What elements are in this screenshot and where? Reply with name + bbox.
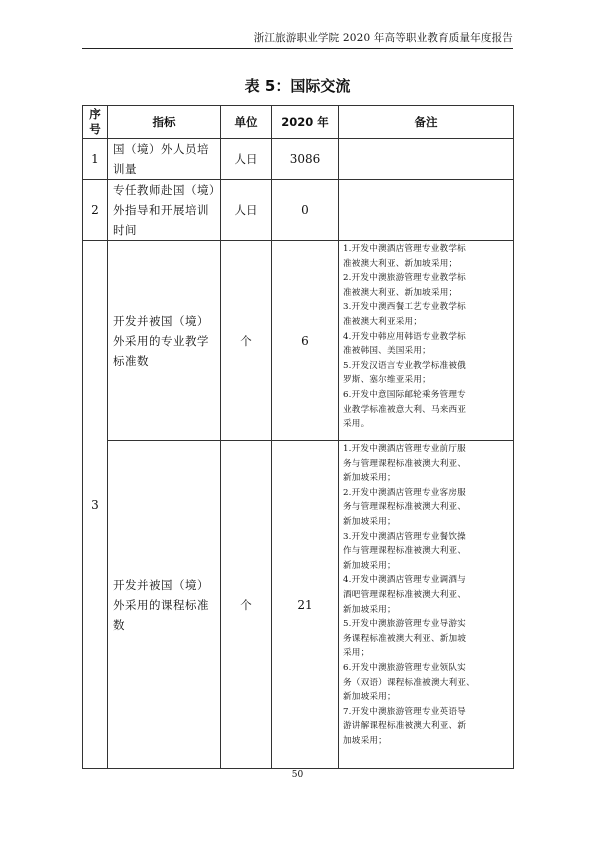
indicator-cell: 开发并被国（境）外采用的课程标准数 [108, 441, 221, 769]
table-row [83, 441, 514, 769]
row-number: 2 [83, 180, 108, 241]
note-line: 准被澳大利亚、新加坡采用； [343, 287, 458, 298]
row-number: 3 [83, 241, 108, 769]
col-header-indicator: 指标 [108, 106, 221, 139]
table-row [83, 180, 514, 241]
unit-cell: 个 [221, 441, 272, 769]
note-line: 5.开发中澳旅游管理专业导游实 [343, 619, 466, 630]
note-line: 2.开发中澳酒店管理专业客房服 [343, 487, 466, 498]
note-line: 3.开发中澳酒店管理专业餐饮操 [343, 531, 466, 542]
note-line: 新加坡采用； [343, 604, 396, 615]
note-cell [339, 139, 514, 180]
note-line: 务课程标准被澳大利亚、新加坡 [343, 633, 467, 644]
note-line: 作与管理课程标准被澳大利亚、 [343, 546, 467, 557]
note-line: 6.开发中意国际邮轮乘务管理专 [343, 389, 466, 400]
note-line: 采用； [343, 648, 370, 659]
value-cell: 0 [272, 180, 339, 241]
note-line: 7.开发中澳旅游管理专业英语导 [343, 706, 466, 717]
note-line: 新加坡采用； [343, 473, 396, 484]
note-line: 罗斯、塞尔维亚采用； [343, 375, 431, 386]
value-cell: 21 [272, 441, 339, 769]
indicator-cell: 国（境）外人员培训量 [108, 139, 221, 180]
col-header-note: 备注 [339, 106, 514, 139]
note-line: 5.开发汉语言专业教学标准被俄 [343, 360, 466, 371]
indicator-cell: 开发并被国（境）外采用的专业教学标准数 [108, 241, 221, 441]
table-header-row [83, 106, 514, 139]
header-rule [82, 48, 513, 49]
note-line: 准被澳大利亚、新加坡采用； [343, 258, 458, 269]
table-row [83, 241, 514, 441]
note-cell [339, 441, 514, 769]
table-title: 表 5：国际交流 [244, 77, 351, 95]
note-line: 准被澳大利亚采用； [343, 316, 423, 327]
note-cell [339, 180, 514, 241]
row-number: 1 [83, 139, 108, 180]
note-line: 4.开发中澳酒店管理专业调酒与 [343, 575, 466, 586]
note-line: 业教学标准被意大利、马来西亚 [343, 404, 467, 415]
value-cell: 3086 [272, 139, 339, 180]
note-line: 3.开发中澳西餐工艺专业教学标 [343, 302, 466, 313]
page-number: 50 [291, 770, 304, 780]
indicator-cell: 专任教师赴国（境）外指导和开展培训时间 [108, 180, 221, 241]
note-line: 6.开发中澳旅游管理专业领队实 [343, 662, 466, 673]
note-line: 务（双语）课程标准被澳大利亚、 [343, 677, 475, 688]
note-line: 4.开发中韩应用韩语专业教学标 [343, 331, 466, 342]
value-cell: 6 [272, 241, 339, 441]
note-line: 游讲解课程标准被澳大利亚、新 [343, 721, 467, 732]
unit-cell: 人日 [221, 139, 272, 180]
running-header: 浙江旅游职业学院 2020 年高等职业教育质量年度报告 [253, 32, 513, 44]
note-line: 加坡采用； [343, 735, 387, 746]
note-line: 新加坡采用； [343, 516, 396, 527]
unit-cell: 个 [221, 241, 272, 441]
col-header-unit: 单位 [221, 106, 272, 139]
international-exchange-table [82, 105, 514, 769]
note-line: 采用。 [343, 419, 370, 430]
note-line: 1.开发中澳酒店管理专业教学标 [343, 244, 466, 254]
note-line: 新加坡采用； [343, 560, 396, 571]
col-header-year: 2020 年 [272, 106, 339, 139]
table-row [83, 139, 514, 180]
note-cell [339, 241, 514, 441]
note-line: 准被韩国、美国采用； [343, 346, 431, 357]
note-line: 酒吧管理课程标准被澳大利亚、 [343, 589, 467, 600]
note-line: 2.开发中澳旅游管理专业教学标 [343, 273, 466, 284]
unit-cell: 人日 [221, 180, 272, 241]
col-header-no: 序号 [83, 106, 108, 139]
note-line: 务与管理课程标准被澳大利亚、 [343, 458, 467, 469]
note-line: 务与管理课程标准被澳大利亚、 [343, 502, 467, 513]
note-line: 1.开发中澳酒店管理专业前厅服 [343, 444, 466, 454]
note-line: 新加坡采用； [343, 692, 396, 703]
